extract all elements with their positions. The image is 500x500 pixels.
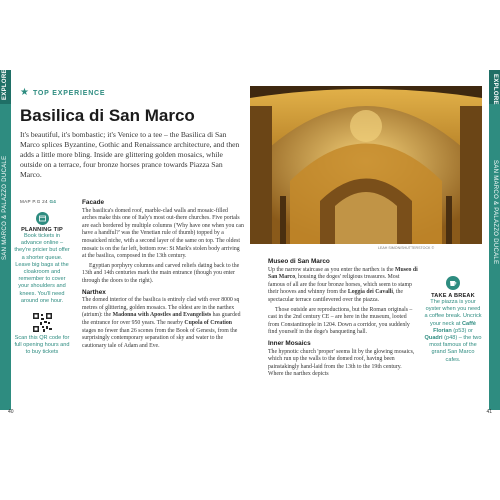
- left-section-label: SAN MARCO & PALAZZO DUCALE: [2, 155, 8, 260]
- planning-tip-text: Book tickets in advance online – they're pricier but offer a shorter queue. Leave big bags at the cloakroom and remember to cover your shoulders and knees. You'll need around one hour.: [14, 233, 70, 304]
- facade-paragraph-2: Egyptian porphyry columns and carved reliefs dating back to the 13th and 14th centuries mark the main entrance (though you enter through the doors to the right).: [82, 262, 240, 284]
- calendar-icon-glyph: [36, 212, 49, 225]
- page-title: Basilica di San Marco: [20, 106, 195, 125]
- right-column: [268, 258, 418, 381]
- qr-code[interactable]: [33, 313, 52, 332]
- museo-heading: Museo di San Marco: [268, 258, 330, 265]
- top-experience-label: TOP EXPERIENCE: [32, 89, 106, 97]
- top-experience-banner: [20, 88, 105, 98]
- inner-mosaics-paragraph: The hypnotic church 'proper' seems lit by the glowing mosaics, which run up the walls to the domed roof, having been painstakingly hand-laid from the 13th to the 19th century. Where the narthex depicts: [268, 348, 415, 378]
- basilica-interior-photo: [250, 86, 482, 244]
- intro-paragraph: It's beautiful, it's bombastic; it's Venice to a tee – the Basilica di San Marco splices Byzantine, Gothic and Renaissance architecture, and then adds a little more bling. Inside are glittering golden mosaics, while outside on a terrace, four bronze horses prance towards Piazza San Marco.: [20, 130, 240, 179]
- museo-paragraph-1: Up the narrow staircase as you enter the narthex is the Museo di San Marco, housing the doges' religious treasures. Most famous of all are the four bronze horses, which seem to stamp their hooves and whinny from the Loggia dei Cavalli, the spectacular terrace cantilevered over the piazza.: [268, 266, 418, 303]
- coffee-icon-glyph: [446, 276, 460, 290]
- right-section-label: SAN MARCO & PALAZZO DUCALE: [492, 160, 498, 265]
- right-side-tab: [489, 70, 500, 410]
- basilica-photo-illustration: [250, 86, 482, 244]
- planning-tip-title: PLANNING TIP: [21, 227, 63, 233]
- qr-caption: Scan this QR code for full opening hours and to buy tickets: [14, 335, 70, 356]
- left-column: [82, 199, 244, 352]
- left-side-tab: [0, 70, 11, 410]
- take-a-break-text: The piazza is your oyster when you need a coffee break. Uncrick your neck at Caffè Florian (p53) or Quadri (p48) – the two most famous of the grand San Marco cafes.: [424, 299, 482, 363]
- narthex-heading: Narthex: [82, 288, 106, 296]
- inner-mosaics-heading: Inner Mosaics: [268, 339, 311, 347]
- page-number-left: 40: [8, 409, 14, 415]
- calendar-icon: [36, 212, 49, 225]
- narthex-paragraph: The domed interior of the basilica is entirely clad with over 8000 sq metres of glittering, golden mosaics. The oldest are in the narthex (atrium): the Madonna with Apostles and Evangelists has guarded the entrance for over 950 years. The nearby Cupola of Creation stages no fewer than 26 scenes from the Book of Genesis, from the surprisingly contemporary separation of sky and water to the cautionary tale of Adam and Eve.: [82, 297, 241, 349]
- qr-code-graphic: [33, 313, 52, 332]
- facade-paragraph-1: The basilica's domed roof, marble-clad walls and mosaic-filled arches make this one of Italy's most out-there churches. Five portals are each bordered by multiple columns ('Why have one when you can have a handful?' was the Venetian rule of thumb) topped by a mosaicked niche, with a second layer of the same on top. The oldest mosaic is on the far left, bottom row: St Mark's stolen body arriving at the basilica, composed in the 13th century.: [82, 207, 244, 260]
- page-number-right: 41: [486, 409, 492, 415]
- map-reference: [20, 199, 56, 204]
- photo-credit: LEAH SIMON/SHUTTERSTOCK ©: [378, 246, 435, 250]
- take-a-break-title: TAKE A BREAK: [431, 293, 475, 299]
- map-reference-prefix: MAP P.G 24: [20, 199, 48, 204]
- facade-heading: Facade: [82, 199, 105, 206]
- map-reference-code[interactable]: G4: [49, 199, 57, 204]
- take-a-break-sidebar: [424, 276, 482, 364]
- star-icon: ★: [20, 87, 29, 98]
- planning-tip-sidebar: [14, 212, 70, 357]
- right-explore-label: EXPLORE: [492, 74, 498, 105]
- left-explore-label: EXPLORE: [2, 69, 8, 100]
- museo-paragraph-2: Those outside are reproductions, but the Roman originals – cast in the 2nd century CE – are here in the museum, looted from Constantinople in 1204. Down a corridor, you suddenly find yourself in the doge's banqueting hall.: [268, 306, 413, 336]
- coffee-icon: [446, 276, 460, 290]
